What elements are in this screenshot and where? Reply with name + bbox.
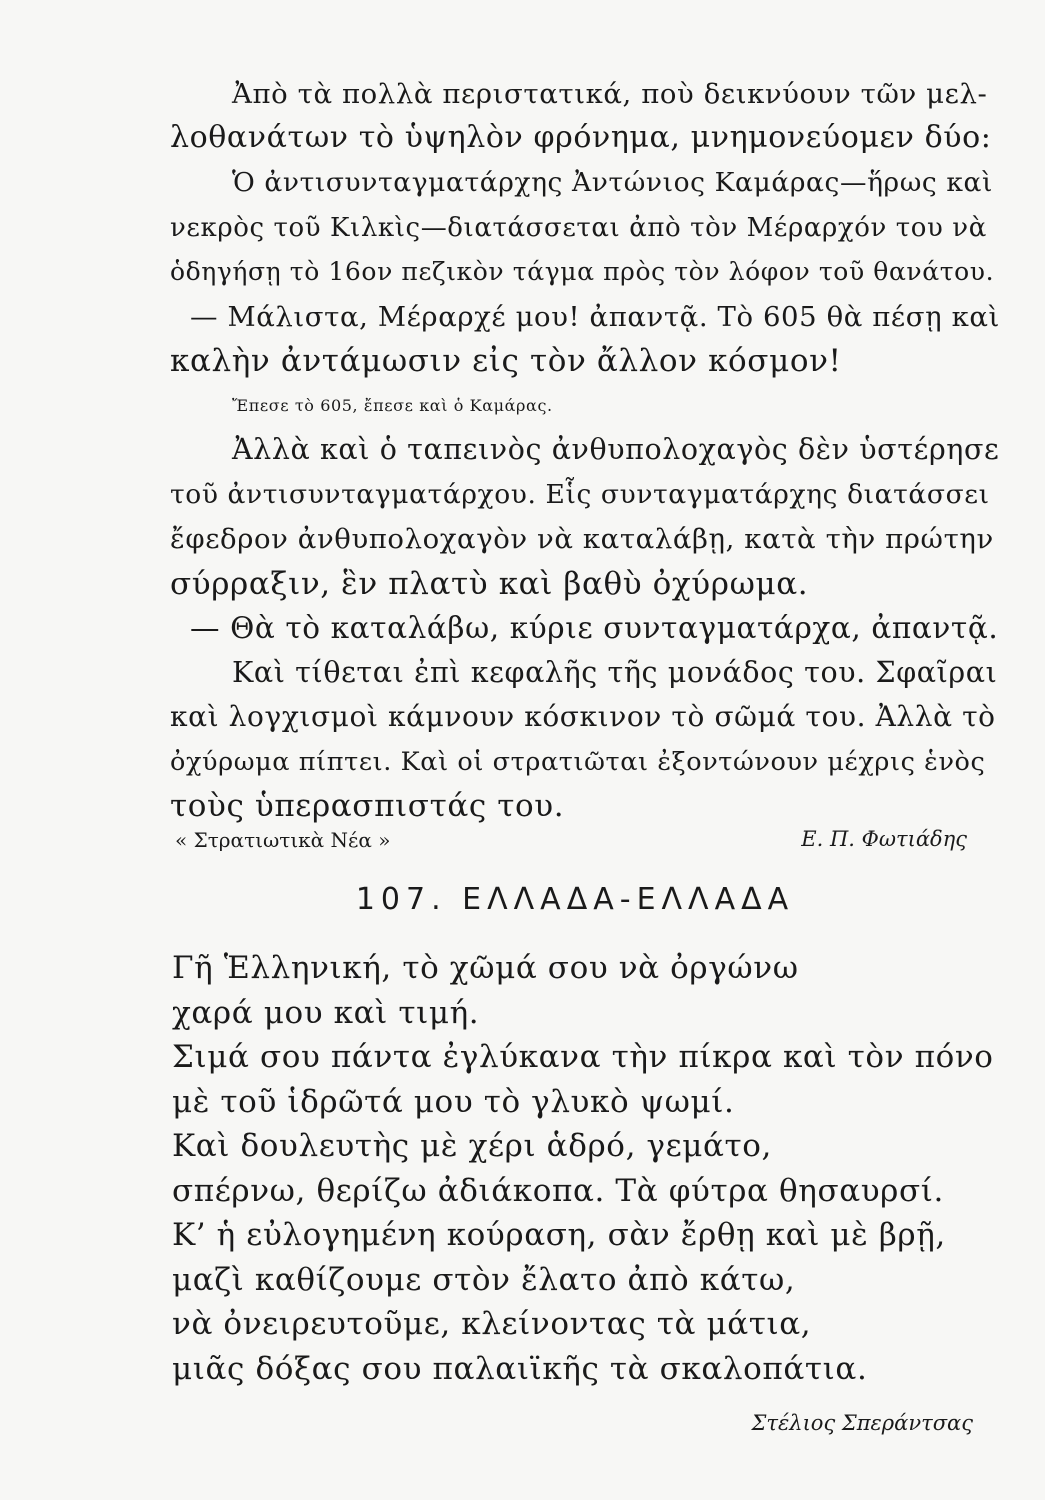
prose-line: ἔφεδρον ἀνθυπολοχαγὸν νὰ καταλάβῃ, κατὰ τὴν πρώτην [170,523,994,555]
prose-line: ὀχύρωμα πίπτει. Καὶ οἱ στρατιῶται ἐξοντώνουν μέχρις ἑνὸς [170,747,986,777]
poem-line: μαζὶ καθίζουμε στὸν ἔλατο ἀπὸ κάτω, [172,1262,796,1298]
prose-line: σύρραξιν, ἓν πλατὺ καὶ βαθὺ ὀχύρωμα. [170,566,809,602]
prose-line: νεκρὸς τοῦ Κιλκὶς—διατάσσεται ἀπὸ τὸν Μέραρχόν του νὰ [170,213,987,243]
poem-author: Στέλιος Σπεράντσας [751,1411,973,1435]
prose-line: Καὶ τίθεται ἐπὶ κεφαλῆς τῆς μονάδος του. Σφαῖραι [232,656,998,689]
poem-line: χαρά μου καὶ τιμή. [172,995,480,1031]
prose-line: Ἀλλὰ καὶ ὁ ταπεινὸς ἀνθυπολοχαγὸς δὲν ὑστέρησε [232,433,1000,466]
prose-source: « Στρατιωτικὰ Νέα » [175,828,391,852]
prose-line: — Μάλιστα, Μέραρχέ μου! ἀπαντᾷ. Τὸ 605 θὰ πέσῃ καὶ [190,301,1000,333]
prose-line: ὁδηγήσῃ τὸ 16ον πεζικὸν τάγμα πρὸς τὸν λόφον τοῦ θανάτου. [170,257,995,286]
poem-line: Καὶ δουλευτὴς μὲ χέρι ἁδρό, γεμάτο, [172,1128,773,1164]
poem-line: μὲ τοῦ ἱδρῶτά μου τὸ γλυκὸ ψωμί. [172,1084,735,1120]
prose-line: Ἀπὸ τὰ πολλὰ περιστατικά, ποὺ δεικνύουν τῶν μελ- [232,78,988,110]
section-heading: 107. ΕΛΛΑΔΑ-ΕΛΛΑΔΑ [355,882,795,917]
prose-line: — Θὰ τὸ καταλάβω, κύριε συνταγματάρχα, ἀπαντᾷ. [190,611,999,645]
prose-line: Ἔπεσε τὸ 605, ἔπεσε καὶ ὁ Καμάρας. [232,396,553,415]
prose-author: Ε. Π. Φωτιάδης [801,827,967,851]
prose-line: Ὁ ἀντισυνταγματάρχης Ἀντώνιος Καμάρας—ἥρως καὶ [232,167,994,198]
poem-line: Σιμά σου πάντα ἐγλύκανα τὴν πίκρα καὶ τὸν πόνο [172,1039,994,1075]
poem-line: σπέρνω, θερίζω ἀδιάκοπα. Τὰ φύτρα θησαυρσί. [172,1173,944,1209]
prose-line: καὶ λογχισμοὶ κάμνουν κόσκινον τὸ σῶμά του. Ἀλλὰ τὸ [170,700,996,733]
prose-line: τοῦ ἀντισυνταγματάρχου. Εἷς συνταγματάρχης διατάσσει [170,479,990,510]
poem-line: μιᾶς δόξας σου παλαιϊκῆς τὰ σκαλοπάτια. [172,1351,868,1387]
poem-line: Γῆ Ἑλληνική, τὸ χῶμά σου νὰ ὀργώνω [172,950,799,986]
prose-line: τοὺς ὑπερασπιστάς του. [170,788,565,824]
prose-line: λοθανάτων τὸ ὑψηλὸν φρόνημα, μνημονεύομεν δύο: [170,120,992,155]
prose-line: καλὴν ἀντάμωσιν εἰς τὸν ἄλλον κόσμον! [170,343,842,379]
poem-line: Κ’ ἡ εὐλογημένη κούραση, σὰν ἔρθῃ καὶ μὲ βρῇ, [172,1217,946,1253]
poem-line: νὰ ὀνειρευτοῦμε, κλείνοντας τὰ μάτια, [172,1306,812,1342]
